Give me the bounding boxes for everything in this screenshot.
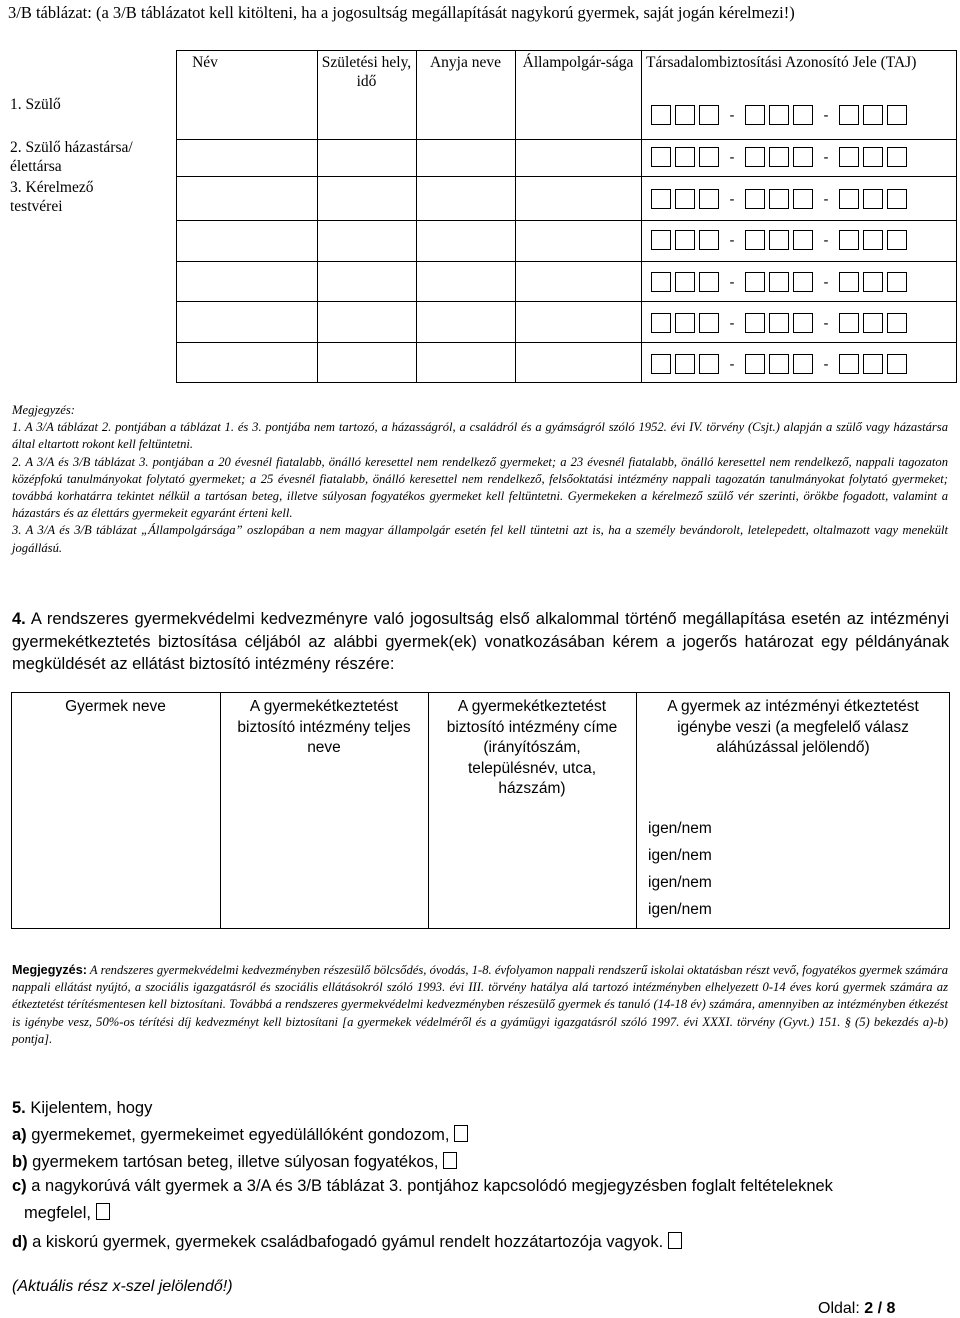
header-title: 3/B táblázat: (a 3/B táblázatot kell kitölteni, ha a jogosultság megállapítását nagykorú gyermek, saját jogán kérelmezi!): [8, 3, 795, 22]
statement-key: a): [12, 1126, 27, 1144]
taj-digit-box[interactable]: [675, 189, 695, 209]
taj-digit-box[interactable]: [793, 189, 813, 209]
taj-dash: -: [823, 273, 829, 291]
statement-b: [12, 1151, 457, 1173]
taj-digit-box[interactable]: [887, 354, 907, 374]
taj-dash: -: [729, 106, 735, 124]
page-number: [818, 1300, 895, 1318]
page-total: 8: [886, 1300, 896, 1317]
taj-digit-box[interactable]: [769, 354, 789, 374]
taj-digit-box[interactable]: [651, 272, 671, 292]
note-3: 3. A 3/A és 3/B táblázat „Állampolgársága” oszlopában a nem magyar állampolgár esetén fel kell tüntetni azt is, ha a személy bevándorolt, letelepedett, oltalmazott vagy menekült jogállású.: [12, 523, 948, 555]
statement-text: a kiskorú gyermek, gyermekek családbafogadó gyámul rendelt hozzátartozója vagyok.: [32, 1233, 664, 1251]
footer-note: (Aktuális rész x-szel jelölendő!): [12, 1278, 233, 1295]
taj-digit-box[interactable]: [863, 272, 883, 292]
taj-digit-box[interactable]: [651, 230, 671, 250]
taj-dash: -: [729, 355, 735, 373]
taj-digit-box[interactable]: [699, 189, 719, 209]
taj-dash: -: [823, 314, 829, 332]
taj-digit-box[interactable]: [769, 272, 789, 292]
section-5-intro-text: Kijelentem, hogy: [30, 1099, 153, 1117]
taj-digit-box[interactable]: [699, 313, 719, 333]
taj-digit-box[interactable]: [675, 230, 695, 250]
section-5-number: 5.: [12, 1099, 26, 1117]
statement-key: d): [12, 1233, 28, 1251]
row-label-spouse: 2. Szülő házastársa/élettársa: [10, 139, 133, 175]
taj-digit-box[interactable]: [745, 354, 765, 374]
taj-digit-box[interactable]: [839, 272, 859, 292]
checkbox[interactable]: [443, 1152, 457, 1169]
taj-digit-box[interactable]: [699, 354, 719, 374]
col-header-child-name: Gyermek neve: [65, 698, 166, 715]
taj-digit-box[interactable]: [675, 272, 695, 292]
statement-a: [12, 1124, 468, 1146]
row-label-siblings: 3. Kérelmező testvérei: [10, 179, 94, 215]
taj-digit-box[interactable]: [675, 147, 695, 167]
col-header-birth: Születési hely, idő: [321, 54, 412, 90]
taj-digit-box[interactable]: [839, 313, 859, 333]
taj-input-row: [651, 351, 951, 377]
taj-digit-box[interactable]: [651, 354, 671, 374]
taj-digit-box[interactable]: [699, 272, 719, 292]
taj-input-row: [651, 102, 951, 128]
answer-yes-no[interactable]: igen/nem: [648, 847, 712, 864]
taj-digit-box[interactable]: [745, 105, 765, 125]
taj-digit-box[interactable]: [675, 313, 695, 333]
col-header-citizenship: Állampolgár-sága: [522, 54, 634, 71]
section-4-number: 4.: [12, 610, 26, 628]
taj-dash: -: [823, 355, 829, 373]
col-header-institution-name: A gyermekétkeztetést biztosító intézmény teljes neve: [237, 698, 411, 756]
statement-text: megfelel,: [24, 1204, 91, 1222]
taj-dash: -: [823, 106, 829, 124]
section-4-text: A rendszeres gyermekvédelmi kedvezményre való jogosultság első alkalommal történő megállapítása esetén az intézményi gyermekétkeztetés biztosítása céljából az alábbi gyermek(ek) vonatkozásában kérem a jogerős határozat egy példányának megküldését az ellátást biztosító intézmény részére:: [12, 610, 949, 673]
taj-input-row: [651, 310, 951, 336]
taj-digit-box[interactable]: [675, 105, 695, 125]
taj-digit-box[interactable]: [769, 189, 789, 209]
taj-digit-box[interactable]: [769, 313, 789, 333]
taj-dash: -: [823, 231, 829, 249]
taj-digit-box[interactable]: [745, 189, 765, 209]
note-2: 2. A 3/A és 3/B táblázat 3. pontjában a 20 évesnél fiatalabb, önálló keresettel nem rendelkező gyermeket; a 23 évesnél fiatalabb, önálló keresettel nem rendelkező, nappali tagozaton középfokú tanulmányokat folytató gyermeket; a 25 évesnél fiatalabb, önálló keresettel nem rendelkező, felsőoktatási intézmény nappali tagozatán tanulmányokat folytató gyermeket; továbbá korhatárra tekintet nélkül a tartósan beteg, illetve súlyosan fogyatékos gyermeket kell feltüntetni. Gyermekeken a kérelmező szülő vér szerinti, örökbe fogadott, valamint a házastárs és az élettárs gyermekeit egyaránt érteni kell.: [12, 454, 948, 521]
col-header-taj: Társadalombiztosítási Azonosító Jele (TAJ): [646, 54, 917, 71]
note-1: 1. A 3/A táblázat 2. pontjában a táblázat 1. és 3. pontjába nem tartozó, a házasságról, a családról és a gyámságról szóló 1952. évi IV. törvény (Csjt.) alapján a szülő vagy házastársa által eltartott rokont kell feltüntetni.: [12, 420, 948, 452]
taj-dash: -: [729, 314, 735, 332]
note2-text: A rendszeres gyermekvédelmi kedvezményben részesülő bölcsődés, óvodás, 1-8. évfolyamon nappali rendszerű iskolai oktatásban részt vevő, fogyatékos gyermek számára nappali ellátást nyújtó, a szociális igazgatásról és szociális ellátásokról szóló 1993. évi III. törvény hatálya alá tartozó intézményben elhelyezett 0-14 éves korú gyermek számára az étkeztetést térítésmentesen kell biztosítani. Továbbá a rendszeres gyermekvédelmi kedvezményben részesülő gyermek és tanuló (14-18 év) számára, amennyiben az intézményben étkezést is igénybe vesz, 50%-os térítési díj kedvezményt kell biztosítani [a gyermekek védelméről és a gyámügyi igazgatásról szóló 1997. évi XXXI. törvény (Gyvt.) 151. § (5) bekezdés a)-b) pontja].: [12, 963, 948, 1046]
taj-digit-box[interactable]: [745, 147, 765, 167]
taj-digit-box[interactable]: [769, 105, 789, 125]
taj-dash: -: [729, 273, 735, 291]
relatives-table: [176, 50, 957, 383]
taj-dash: -: [823, 190, 829, 208]
page-label: Oldal:: [818, 1300, 860, 1317]
answer-yes-no[interactable]: igen/nem: [648, 901, 712, 918]
taj-digit-box[interactable]: [699, 230, 719, 250]
section-5-intro: [12, 1097, 152, 1119]
statement-text: gyermekemet, gyermekeimet egyedülállóként gondozom,: [31, 1126, 450, 1144]
taj-digit-box[interactable]: [745, 272, 765, 292]
taj-digit-box[interactable]: [839, 147, 859, 167]
taj-digit-box[interactable]: [651, 189, 671, 209]
page-sep: /: [877, 1300, 883, 1317]
taj-digit-box[interactable]: [887, 189, 907, 209]
taj-digit-box[interactable]: [745, 313, 765, 333]
taj-input-row: [651, 144, 951, 170]
taj-digit-box[interactable]: [745, 230, 765, 250]
statement-text: a nagykorúvá vált gyermek a 3/A és 3/B táblázat 3. pontjához kapcsolódó megjegyzésben foglalt feltételeknek: [31, 1177, 833, 1195]
taj-digit-box[interactable]: [793, 105, 813, 125]
statement-d: [12, 1231, 682, 1253]
taj-digit-box[interactable]: [887, 272, 907, 292]
taj-digit-box[interactable]: [699, 105, 719, 125]
taj-digit-box[interactable]: [793, 354, 813, 374]
taj-dash: -: [729, 231, 735, 249]
taj-digit-box[interactable]: [793, 147, 813, 167]
taj-digit-box[interactable]: [839, 189, 859, 209]
taj-digit-box[interactable]: [863, 313, 883, 333]
col-header-institution-address: A gyermekétkeztetést biztosító intézmény címe (irányítószám, településnév, utca, házszám): [446, 698, 618, 797]
taj-digit-box[interactable]: [651, 147, 671, 167]
statement-text: gyermekem tartósan beteg, illetve súlyosan fogyatékos,: [32, 1153, 439, 1171]
taj-digit-box[interactable]: [651, 313, 671, 333]
taj-digit-box[interactable]: [887, 230, 907, 250]
answer-yes-no[interactable]: igen/nem: [648, 820, 712, 837]
taj-digit-box[interactable]: [863, 105, 883, 125]
taj-dash: -: [823, 148, 829, 166]
taj-digit-box[interactable]: [793, 272, 813, 292]
taj-digit-box[interactable]: [887, 105, 907, 125]
taj-digit-box[interactable]: [863, 189, 883, 209]
taj-dash: -: [729, 190, 735, 208]
answer-yes-no[interactable]: igen/nem: [648, 874, 712, 891]
catering-table: [11, 692, 950, 929]
checkbox[interactable]: [96, 1203, 110, 1220]
taj-digit-box[interactable]: [887, 313, 907, 333]
page-current: 2: [864, 1300, 874, 1317]
statement-c-cont: [24, 1202, 110, 1224]
col-header-mother: Anyja neve: [429, 54, 501, 71]
section-4: [12, 608, 949, 676]
col-header-name: Név: [192, 54, 218, 71]
taj-dash: -: [729, 148, 735, 166]
taj-digit-box[interactable]: [651, 105, 671, 125]
taj-input-row: [651, 186, 951, 212]
checkbox[interactable]: [668, 1232, 682, 1249]
taj-digit-box[interactable]: [793, 313, 813, 333]
taj-digit-box[interactable]: [839, 230, 859, 250]
statement-key: c): [12, 1177, 27, 1195]
taj-input-row: [651, 269, 951, 295]
col-header-uses-catering: A gyermek az intézményi étkeztetést igénybe veszi (a megfelelő válasz aláhúzással jelölendő): [667, 698, 919, 756]
notes-block: [12, 402, 948, 557]
taj-input-row: [651, 227, 951, 253]
taj-digit-box[interactable]: [675, 354, 695, 374]
taj-digit-box[interactable]: [839, 354, 859, 374]
taj-digit-box[interactable]: [769, 230, 789, 250]
statement-key: b): [12, 1153, 28, 1171]
taj-digit-box[interactable]: [769, 147, 789, 167]
note2-block: [12, 962, 948, 1048]
statement-c: [12, 1175, 833, 1197]
taj-digit-box[interactable]: [699, 147, 719, 167]
checkbox[interactable]: [454, 1125, 468, 1142]
taj-digit-box[interactable]: [863, 354, 883, 374]
note2-title: Megjegyzés:: [12, 963, 87, 977]
taj-digit-box[interactable]: [863, 147, 883, 167]
taj-digit-box[interactable]: [863, 230, 883, 250]
taj-digit-box[interactable]: [839, 105, 859, 125]
taj-digit-box[interactable]: [793, 230, 813, 250]
taj-digit-box[interactable]: [887, 147, 907, 167]
notes-title: Megjegyzés:: [12, 403, 75, 417]
row-label-parent1: 1. Szülő: [10, 96, 61, 113]
